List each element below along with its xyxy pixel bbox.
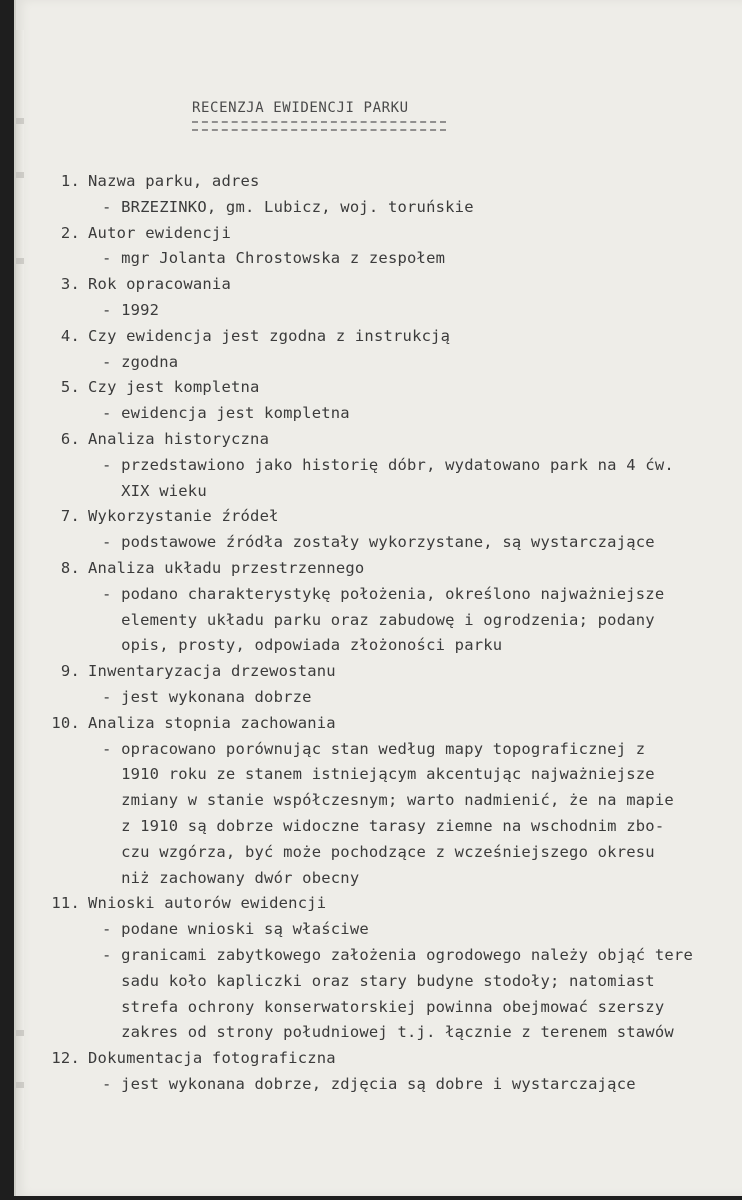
item-number: 2.	[60, 223, 80, 242]
item-answer-line: sadu koło kapliczki oraz stary budyne stodoły; natomiast	[102, 971, 655, 990]
item-answer-line: z 1910 są dobrze widoczne tarasy ziemne na wschodnim zbo-	[102, 817, 665, 835]
item-answer-line: - jest wykonana dobrze	[102, 688, 312, 706]
item-answer-line: - mgr Jolanta Chrostowska z zespołem	[102, 249, 446, 268]
item-number: 4.	[60, 326, 80, 345]
item-heading: Autor ewidencji	[88, 223, 231, 242]
edge-mark	[16, 1082, 24, 1088]
item-number: 9.	[60, 662, 80, 681]
item-answer-line: - podane wnioski są właściwe	[102, 920, 369, 939]
item-answer-line: czu wzgórza, być może pochodzące z wcześniejszego okresu	[102, 842, 655, 861]
item-heading: Czy jest kompletna	[88, 378, 260, 397]
item-number: 6.	[60, 430, 80, 448]
item-heading: Analiza układu przestrzennego	[88, 559, 365, 577]
item-answer-line: - ewidencja jest kompletna	[102, 404, 350, 423]
item-number: 10.	[51, 713, 80, 732]
document-page	[14, 0, 742, 1196]
item-answer-line: opis, prosty, odpowiada złożoności parku	[102, 636, 503, 655]
item-number: 5.	[60, 378, 80, 397]
item-number: 12.	[51, 1049, 80, 1068]
item-answer-line: - BRZEZINKO, gm. Lubicz, woj. toruńskie	[102, 197, 474, 216]
item-heading: Inwentaryzacja drzewostanu	[88, 662, 336, 681]
item-number: 7.	[60, 507, 80, 526]
item-answer-line: - podano charakterystykę położenia, określono najważniejsze	[102, 584, 665, 603]
edge-mark	[16, 118, 24, 124]
item-number: 3.	[60, 275, 80, 294]
edge-mark	[16, 1030, 24, 1036]
item-answer-line: - opracowano porównując stan według mapy topograficznej z	[102, 739, 646, 758]
item-heading: Analiza stopnia zachowania	[88, 713, 336, 732]
document-title: RECENZJA EWIDENCJI PARKU	[192, 100, 409, 116]
item-answer-line: zmiany w stanie współczesnym; warto nadmienić, że na mapie	[102, 791, 674, 810]
item-answer-line: elementy układu parku oraz zabudowę i ogrodzenia; podany	[102, 610, 655, 629]
item-heading: Analiza historyczna	[88, 430, 270, 448]
item-answer-line: - 1992	[102, 301, 160, 319]
item-answer-line: strefa ochrony konserwatorskiej powinna obejmować szerszy	[102, 997, 665, 1016]
item-answer-line: - przedstawiono jako historię dóbr, wydatowano park na 4 ćw.	[102, 455, 674, 474]
item-number: 1.	[60, 172, 80, 190]
edge-mark	[16, 258, 24, 264]
page-edge-shadow	[16, 30, 24, 1150]
item-heading: Wykorzystanie źródeł	[88, 507, 279, 526]
item-answer-line: 1910 roku ze stanem istniejącym akcentując najważniejsze	[102, 765, 655, 784]
item-answer-line: - podstawowe źródła zostały wykorzystane, są wystarczające	[102, 533, 655, 552]
item-answer-line: - jest wykonana dobrze, zdjęcia są dobre i wystarczające	[102, 1075, 636, 1093]
item-answer-line: - granicami zabytkowego założenia ogrodowego należy objąć tere	[102, 946, 693, 964]
item-heading: Rok opracowania	[88, 275, 231, 294]
item-number: 11.	[51, 894, 80, 913]
item-answer-line: niż zachowany dwór obecny	[102, 868, 360, 887]
item-heading: Dokumentacja fotograficzna	[88, 1049, 336, 1068]
item-heading: Czy ewidencja jest zgodna z instrukcją	[88, 326, 451, 345]
item-answer-line: zakres od strony południowej t.j. łącznie z terenem stawów	[102, 1023, 674, 1042]
item-heading: Wnioski autorów ewidencji	[88, 894, 327, 913]
item-number: 8.	[60, 559, 80, 577]
title-underline	[192, 121, 446, 131]
item-answer-line: XIX wieku	[102, 481, 207, 500]
item-answer-line: - zgodna	[102, 352, 179, 371]
item-heading: Nazwa parku, adres	[88, 172, 260, 190]
